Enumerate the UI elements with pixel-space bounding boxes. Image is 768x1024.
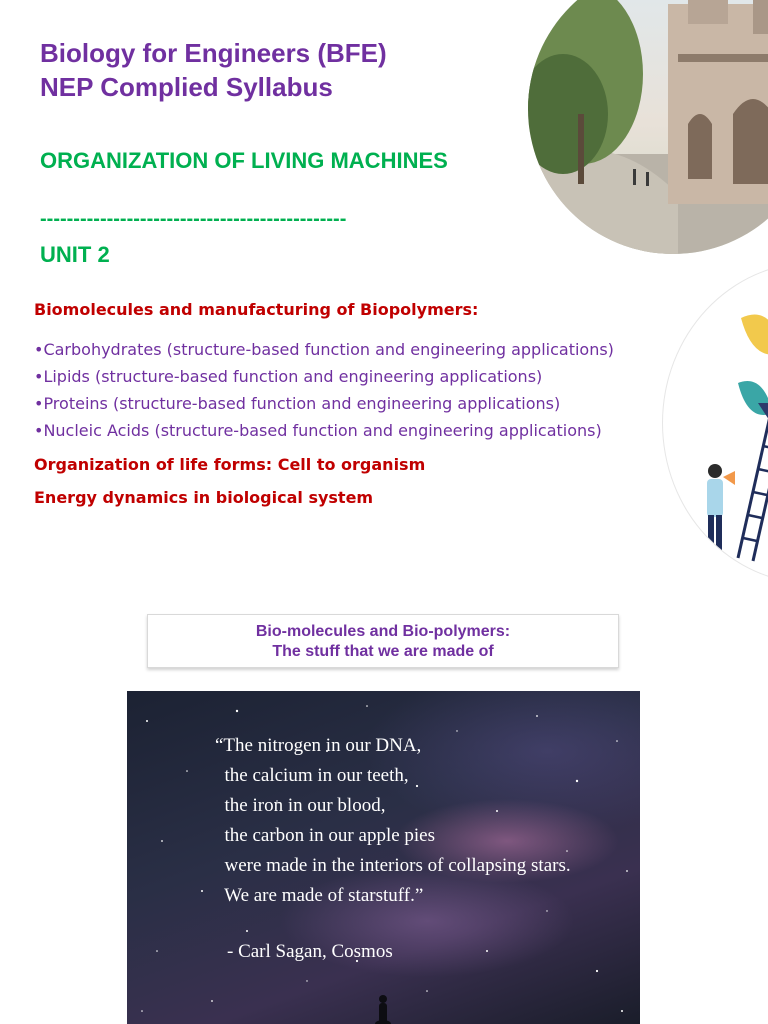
starry-sky-quote-image [127,691,640,1024]
list-item: •Carbohydrates (structure-based function and engineering applications) [34,340,614,359]
ladder-illustration-image [662,262,768,584]
bullet-icon: • [34,367,44,386]
list-item: •Proteins (structure-based function and engineering applications) [34,394,561,413]
bullet-icon: • [34,340,44,359]
quote-author: - Carl Sagan, Cosmos [227,941,393,962]
campus-illustration-image [528,0,768,254]
biomolecules-title-box [147,614,619,668]
bullet-icon: • [34,421,44,440]
bullet-icon: • [34,394,44,413]
quote-text: “The nitrogen in our DNA, the calcium in our teeth, the iron in our blood, the carbon in our apple pies were made in the interiors of collapsing stars. We are made of starstuff.” [215,735,571,906]
unit-label: UNIT 2 [40,242,110,267]
list-item: •Lipids (structure-based function and engineering applications) [34,367,543,386]
list-item: •Nucleic Acids (structure-based function and engineering applications) [34,421,602,440]
document-title [40,36,387,104]
title-line-1: Biology for Engineers (BFE) [40,38,387,68]
box-title-line-2: The stuff that we are made of [272,643,494,660]
dashed-divider: ---------------------------------------------- [40,208,347,230]
title-line-2: NEP Complied Syllabus [40,72,333,102]
energy-subheading: Energy dynamics in biological system [34,488,374,507]
biomolecules-subheading: Biomolecules and manufacturing of Biopolymers: [34,300,479,319]
organization-subheading: Organization of life forms: Cell to organism [34,455,426,474]
topic-list [34,336,614,444]
ladder-megaphone-icon [663,263,768,583]
box-title-line-1: Bio-molecules and Bio-polymers: [255,623,511,640]
building-illustration-icon [528,0,768,254]
section-heading: ORGANIZATION OF LIVING MACHINES [40,148,448,173]
